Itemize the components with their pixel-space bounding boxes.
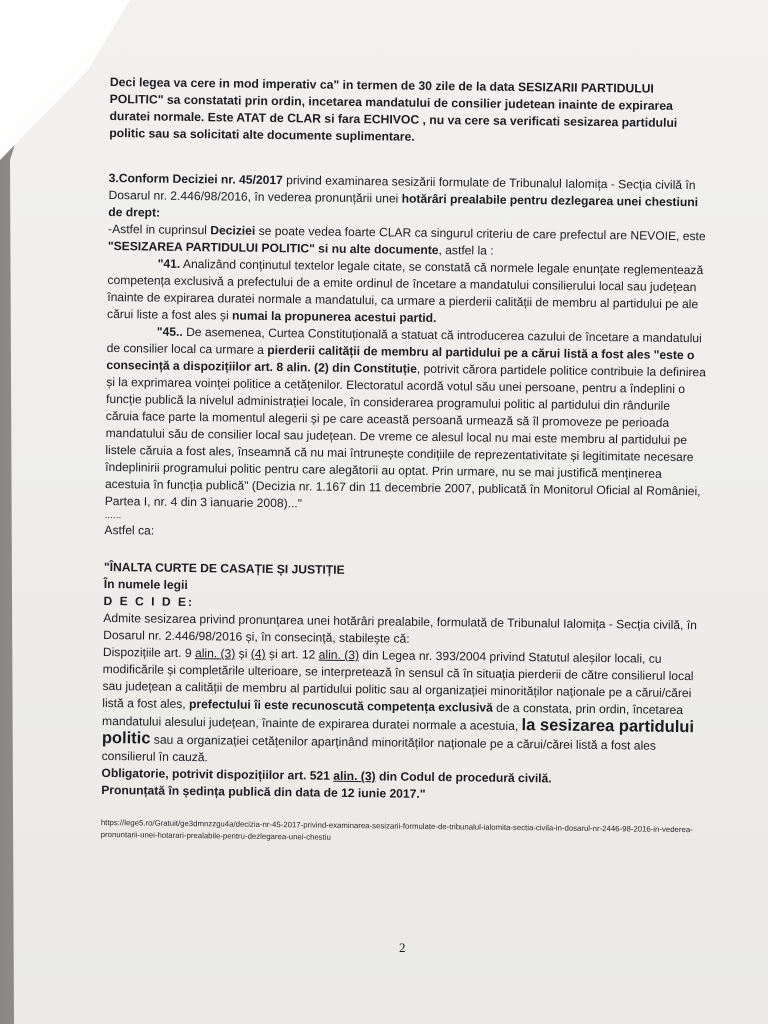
astfel-text: -Astfel in cuprinsul	[108, 221, 211, 238]
intro-text: Deci legea va cere in mod imperativ ca" in termen de 30 zile de la data SESIZARII PARTIDULUI POLITIC" sa constatati prin ordin, incetarea mandatului de consilier judetean inainte de expirarea duratei normale. Este ATAT de CLAR si fara ECHIVOC , nu va cere sa verificati sesizarea partidului politic sau sa solicitati alte documente suplimentare.	[109, 74, 678, 144]
sesizarea-text: "SESIZAREA PARTIDULUI POLITIC" si nu alte documente	[107, 238, 439, 258]
codul-text: din Codul de procedură civilă.	[375, 769, 552, 786]
paragraph-45-text: De asemenea, Curtea Constituțională a statuat că introducerea cazului de încetare a mandatului de consilier local ca urmare a	[106, 324, 702, 357]
ellipsis: ......	[104, 509, 122, 522]
decision-admits: Admite sesizarea privind pronunțarea unei hotărâri prealabile, formulată de Tribunalul Ialomița - Secția civilă, în Dosarul nr. 2.446/98/2016 și, în consecință, stabilește că:	[103, 610, 697, 646]
section-3-text: privind examinarea sesizării formulate de Tribunalul Ialomița - Secția civilă în Dosarul nr. 2.446/98/2016, în vederea pronunțării unei	[108, 173, 696, 206]
obligatorie-text: Obligatorie, potrivit dispozițiilor art. 521	[101, 765, 334, 783]
paragraph-45-rest: , potrivit cărora partidele politice contribuie la definirea și la exprimarea voinței politice a cetățenilor. Electoratul acordă votul său unei persoane, pentru a îndeplini o funcție publică la nivelul administrației locale, în considerarea programului politic al partidului din rândurile căruia face parte la momentul alegerii și pe care această persoană urmează să îl promoveze pe perioada mandatului său de consilier local sau județean. De vreme ce alesul local nu mai este membru al partidului pe listele căruia a fost ales, înseamnă că nu mai întrunește condițiile de reprezentativitate și legitimitate necesare îndeplinirii programului politic pentru care alegătorii au optat. Prin urmare, nu se mai justifică menținerea acestuia în funcția publică" (Decizia nr. 1.167 din 11 decembrie 2007, publicată în Monitorul Oficial al României, Partea I, nr. 4 din 3 ianuarie 2008)..."	[104, 361, 707, 511]
paragraph-45-bold: pierderii calității de membru al partidului pe a cărui listă a fost ales "este o consecință a dispozițiilor art. 8 alin. (2) din Constituție	[106, 342, 695, 376]
art12-alin-3-link[interactable]: alin. (3)	[318, 647, 360, 663]
court-name: "ÎNALTA CURTE DE CASAȚIE ȘI JUSTIȚIE	[103, 559, 345, 577]
ruling-text-6: sau a organizației cetățenilor aparținând minorităților naționale pe a cărui/cărei listă a fost ales consilierul în cauză.	[101, 732, 657, 765]
paragraph-41-number: "41.	[157, 256, 181, 271]
decide-heading: D E C I D E:	[103, 593, 195, 610]
sesizarea-partidului-large: la sesizarea partidului politic	[101, 716, 695, 748]
section-3-heading	[108, 170, 709, 228]
art521-alin-3-link[interactable]: alin. (3)	[333, 768, 376, 784]
source-url[interactable]: https://lege5.ro/Gratuit/ge3dmnzzgu4a/decizia-nr-45-2017-privind-examinarea-sesizarii-formulate-de-tribunalul-ialomita-sectia-civila-in-dosarul-nr-2446-98-2016-in-vederea-pronuntarii-unei-hotarari-prealabile-pentru-dezlegarea-unei-chestiu	[100, 817, 693, 842]
clar-text: se poate vedea foarte CLAR ca singurul criteriu de care prefectul are NEVOIE, este	[255, 223, 706, 244]
decision-ruling	[102, 644, 703, 772]
alin-4-link[interactable]: (4)	[250, 646, 266, 661]
pronuntata-line: Pronunțată în ședința publică din data de 12 iunie 2017."	[101, 782, 426, 801]
section-3-number: 3.Conform	[108, 170, 173, 186]
paragraph-41-bold: numai la propunerea acestui partid.	[232, 308, 437, 326]
astfel-la-text: , astfel la :	[438, 243, 494, 258]
page-number: 2	[399, 940, 406, 955]
astfel-ca: Astfel ca:	[104, 522, 155, 538]
prefect-competence-bold: prefectului îi este recunoscută competența exclusivă	[188, 697, 493, 715]
paragraph-41-text: Analizând conținutul textelor legale citate, se constată că normele legale enunțate reglementează competența exclusivă a prefectului de a emite ordinul de încetare a mandatului consilierului local sau județean înainte de expirarea duratei normale a mandatului, ca urmare a pierderii calității de membru al partidului pe ale cărui liste a fost ales și	[106, 256, 704, 323]
intro-paragraph	[109, 74, 710, 149]
quote-paragraph-45	[105, 323, 707, 517]
decision-reference: Deciziei nr. 45/2017	[172, 171, 283, 188]
deciziei-text: Deciziei	[210, 223, 256, 238]
ruling-text-5: de a constata, prin ordin, încetarea mandatului alesului județean, înainte de expirarea duratei normale a acestuia,	[102, 700, 684, 734]
paragraph-45-number: "45..	[156, 324, 183, 339]
ruling-text-1: Dispozițiile art. 9	[102, 644, 196, 661]
document-body	[101, 74, 710, 848]
ruling-text-4: din Legea nr. 393/2004 privind Statutul aleșilor locali, cu modificările și completările ulterioare, se interpretează în sensul că în situația pierderii de către consilierul local sau județean a calității de membru al partidului politic sau al organizației minorităților naționale pe a cărui/cărei listă a fost ales,	[102, 648, 694, 712]
section-3-bold-text: hotărâri prealabile pentru dezlegarea unei chestiuni de drept:	[108, 191, 699, 220]
ruling-text-3: și art. 12	[265, 646, 319, 662]
in-numele-legii: În numele legii	[103, 576, 188, 592]
alin-3-link[interactable]: alin. (3)	[194, 646, 236, 661]
quote-paragraph-41	[107, 255, 708, 330]
ruling-text-2: și	[235, 646, 251, 661]
